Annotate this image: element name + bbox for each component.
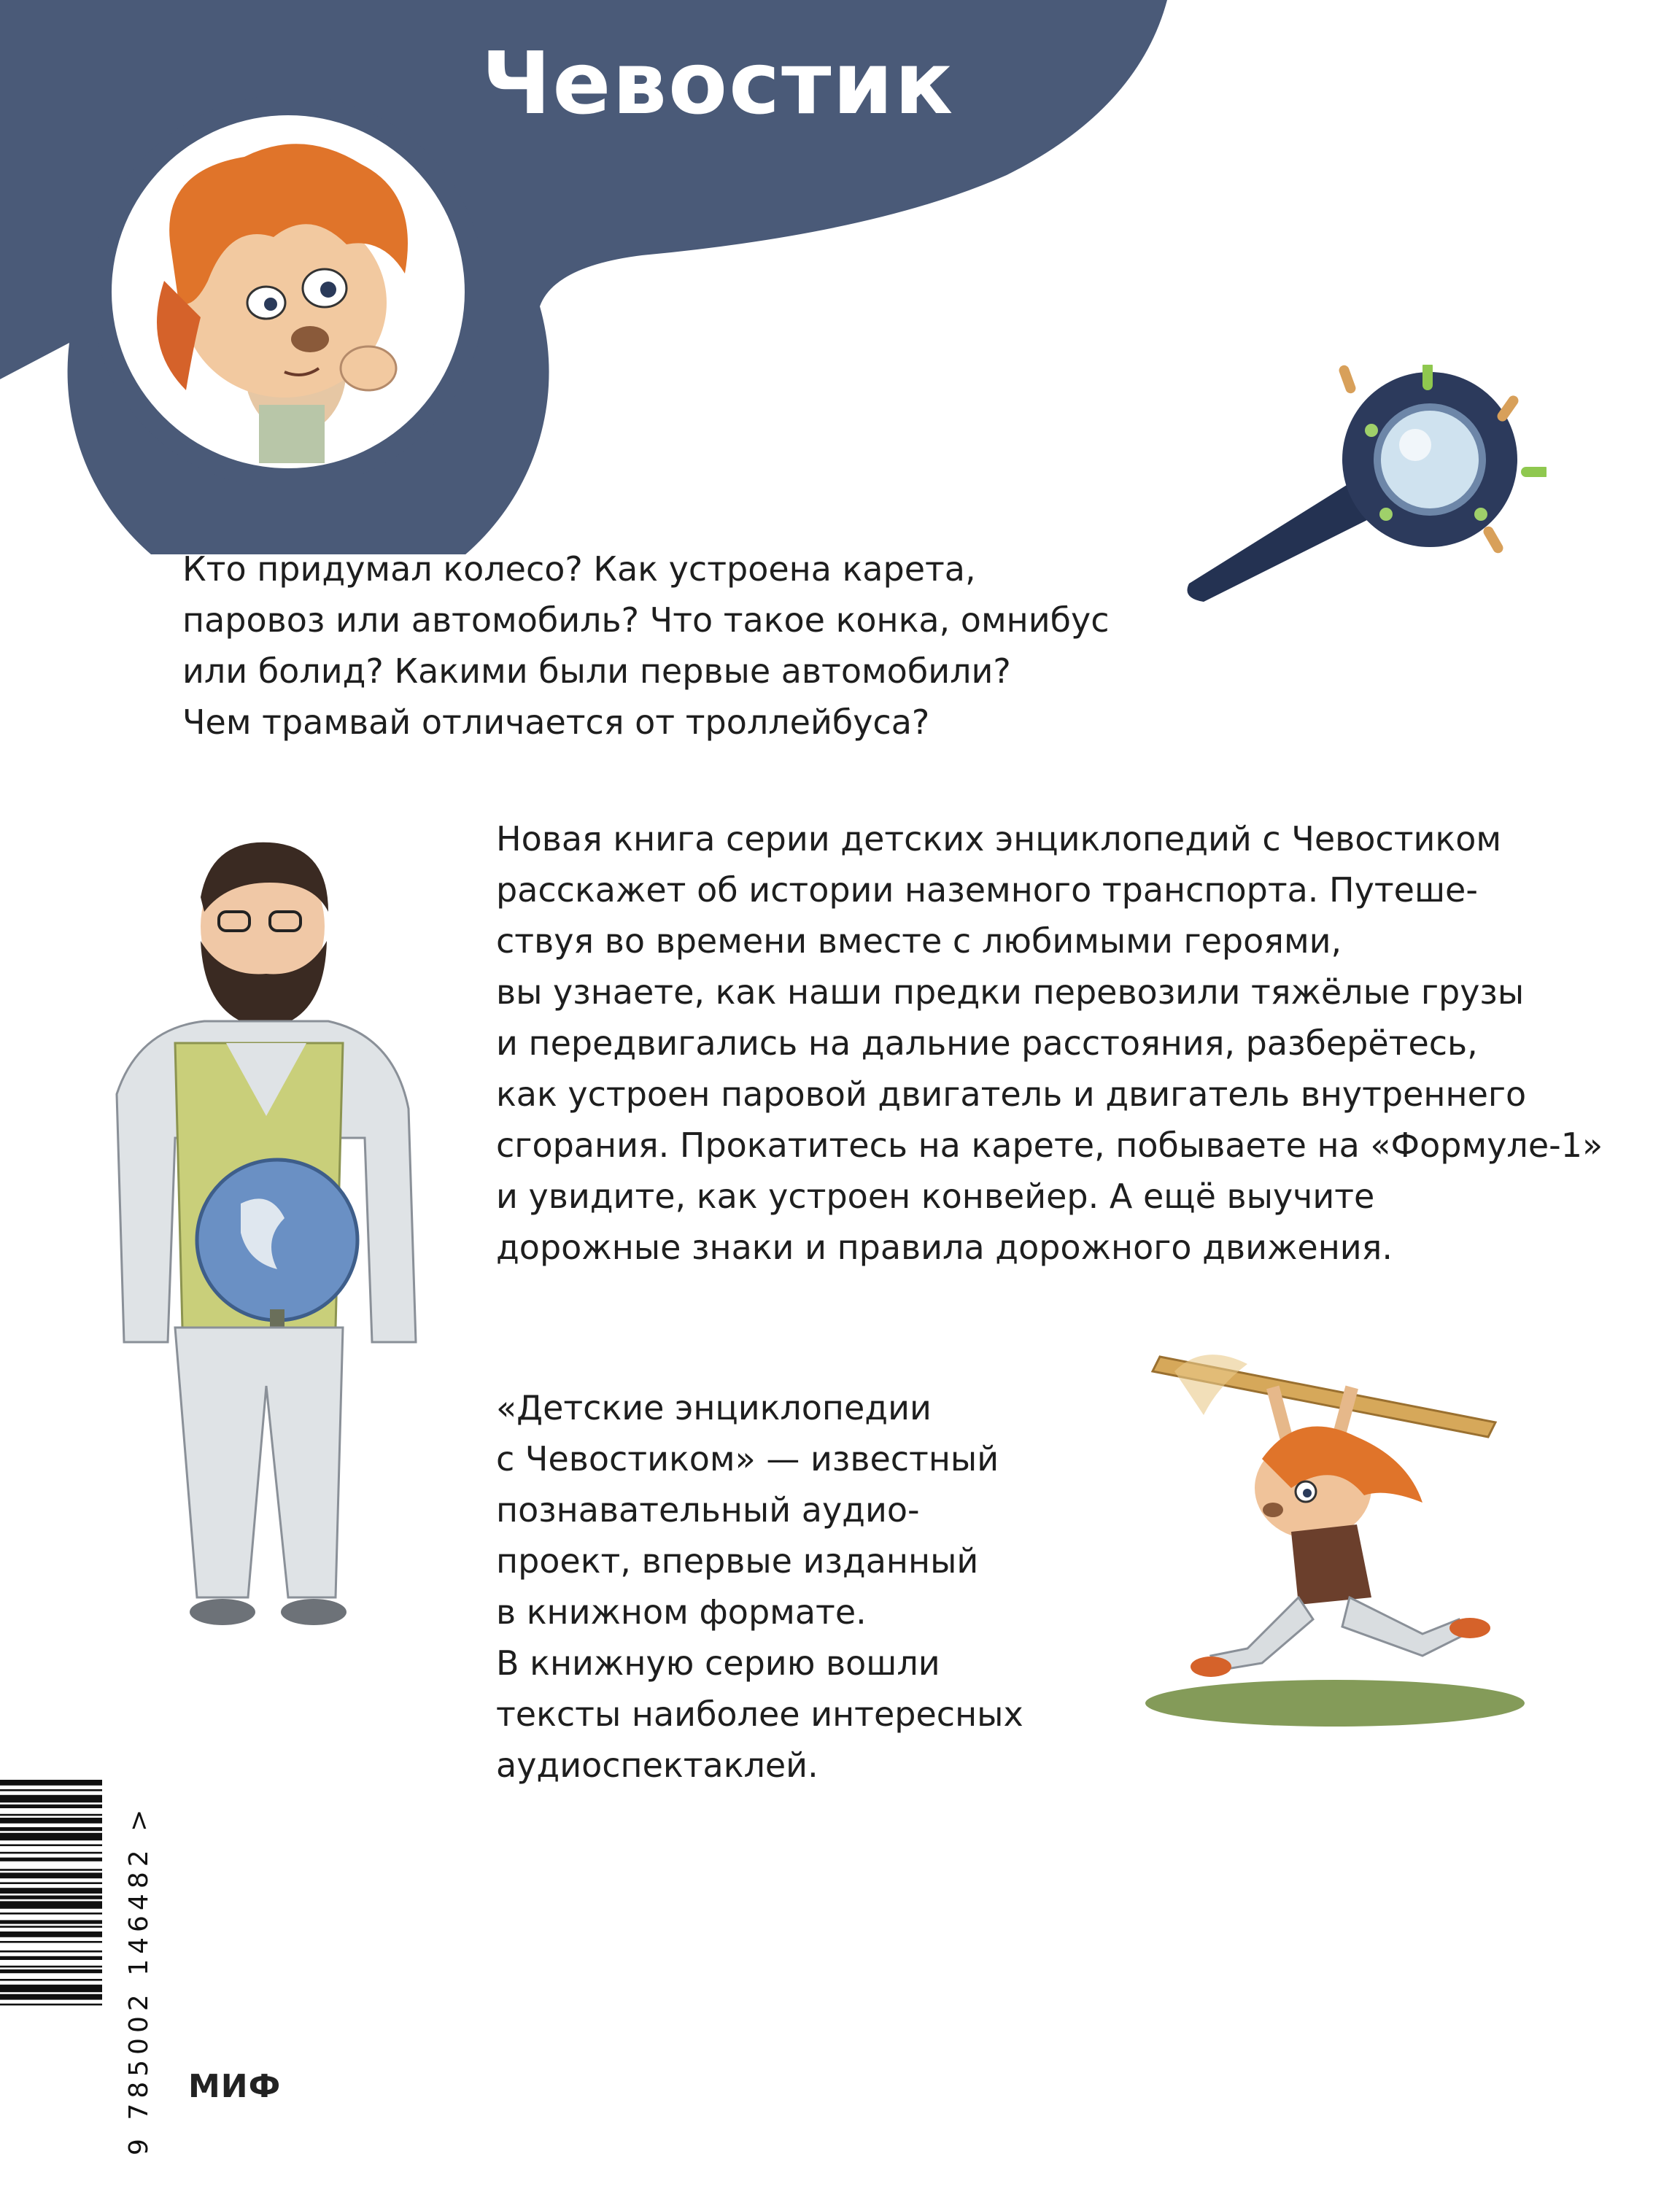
about-line: и передвигались на дальние расстояния, разберётесь,: [496, 1023, 1478, 1063]
about-line: и увидите, как устроен конвейер. А ещё выучите: [496, 1177, 1375, 1216]
about-line: Новая книга серии детских энциклопедий с Чевостиком: [496, 819, 1502, 859]
intro-line: Кто придумал колесо? Как устроена карета,: [182, 549, 976, 589]
professor-with-globe-icon: [95, 832, 460, 1648]
running-chevostik-icon: [1116, 1342, 1525, 1736]
about-line: расскажет об истории наземного транспорта. Путеше-: [496, 870, 1478, 910]
series-paragraph: [496, 1382, 1023, 1791]
intro-line: паровоз или автомобиль? Что такое конка, омнибус: [182, 600, 1110, 640]
intro-line: или болид? Какими были первые автомобили?: [182, 651, 1011, 691]
about-line: дорожные знаки и правила дорожного движения.: [496, 1228, 1393, 1267]
series-line: тексты наиболее интересных: [496, 1694, 1023, 1734]
magnifier-device-icon: [1167, 365, 1547, 620]
series-line: с Чевостиком» — известный: [496, 1439, 999, 1479]
about-line: вы узнаете, как наши предки перевозили тяжёлые грузы: [496, 972, 1525, 1012]
about-line: как устроен паровой двигатель и двигатель внутреннего: [496, 1074, 1527, 1114]
isbn-number: 9 785002 146482 >: [124, 1804, 154, 2155]
series-line: аудиоспектаклей.: [496, 1745, 818, 1785]
chevostik-portrait-icon: [128, 128, 449, 463]
book-series-title: Чевостик: [481, 33, 955, 133]
about-line: ствуя во времени вместе с любимыми героями,: [496, 921, 1342, 961]
series-line: в книжном формате.: [496, 1592, 867, 1632]
intro-paragraph: [182, 543, 1110, 748]
series-line: познавательный аудио-: [496, 1490, 920, 1530]
isbn-barcode: [0, 1780, 102, 2159]
about-line: сгорания. Прокатитесь на карете, побываете на «Формуле-1»: [496, 1125, 1603, 1165]
intro-line: Чем трамвай отличается от троллейбуса?: [182, 702, 930, 742]
series-line: В книжную серию вошли: [496, 1643, 940, 1683]
series-line: «Детские энциклопедии: [496, 1388, 932, 1427]
about-paragraph: [496, 813, 1603, 1273]
publisher-logo: МИФ: [188, 2068, 282, 2105]
series-line: проект, впервые изданный: [496, 1541, 979, 1581]
